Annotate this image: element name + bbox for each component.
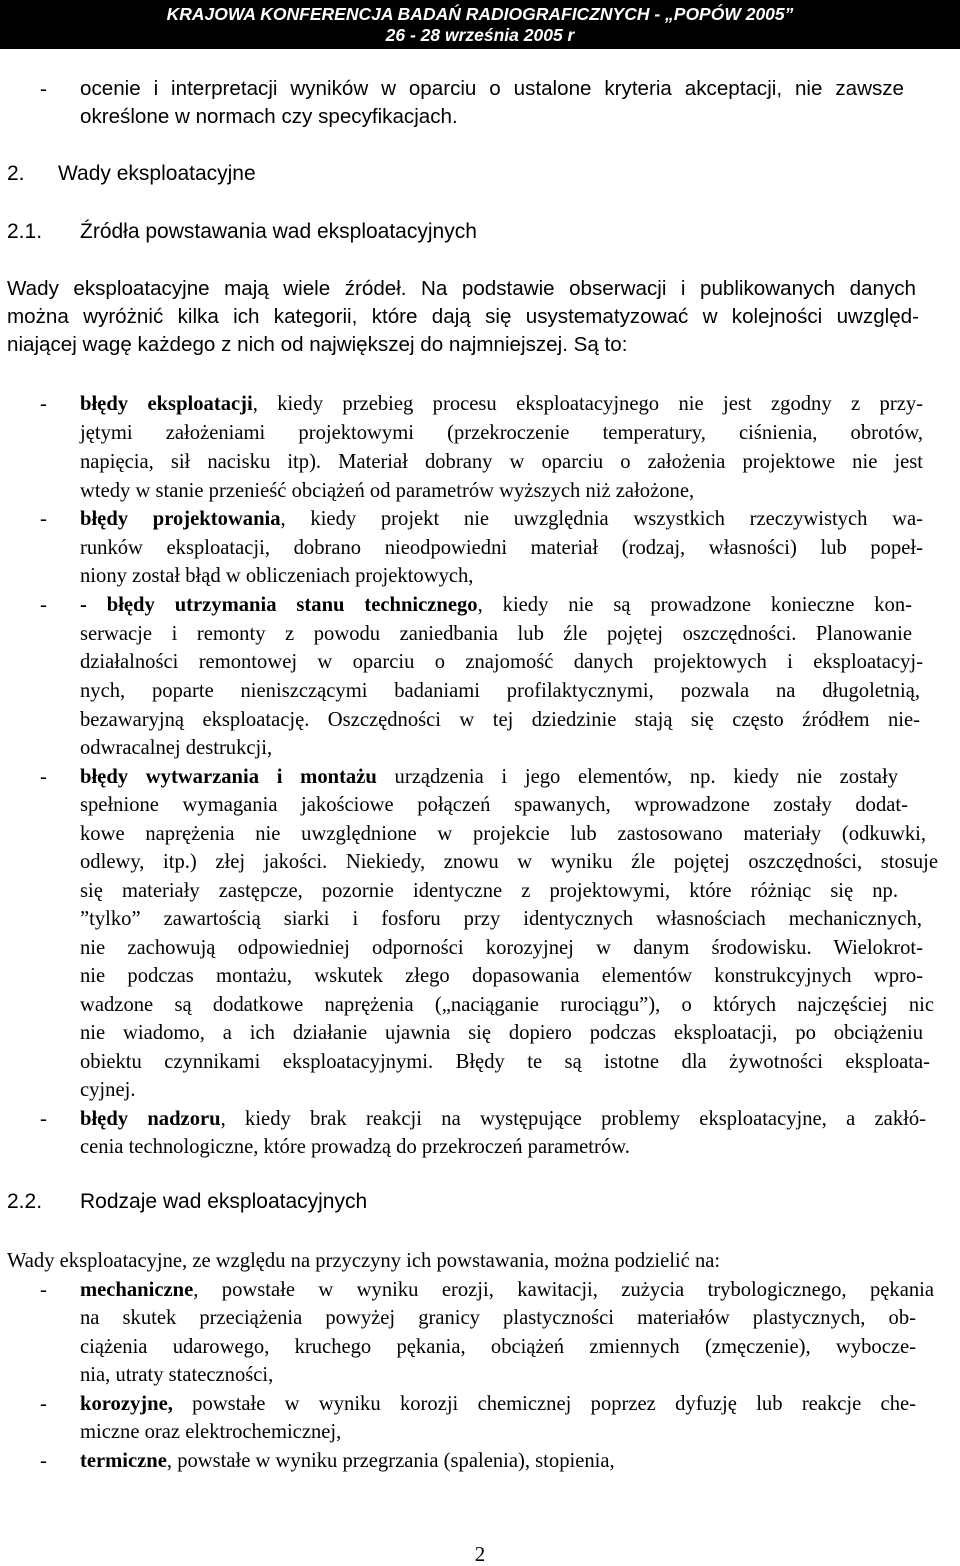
paragraph-line: niającej wagę każdego z nich od największej do najmniejszej. Są to: — [7, 333, 628, 356]
list-item-line: ciążenia udarowego, kruchego pękania, obciążeń zmiennych (zmęczenie), wybocze- — [80, 1336, 916, 1358]
page-number: 2 — [474, 1542, 486, 1566]
list-item-line: odlewy, itp.) złej jakości. Niekiedy, znowu w wyniku źle pojętej oszczędności, stosuje — [80, 851, 938, 873]
list-item-line: kowe naprężenia nie uwzględnione w projekcie lub zastosowano materiały (odkuwki, — [80, 823, 926, 845]
list-item-line: niony został błąd w obliczeniach projektowych, — [80, 565, 474, 587]
list-item-line: mechaniczne, powstałe w wyniku erozji, kawitacji, zużycia trybologicznego, pękania — [80, 1279, 934, 1301]
list-item-line: termiczne, powstałe w wyniku przegrzania (spalenia), stopienia, — [80, 1450, 615, 1472]
list-item-line: odwracalnej destrukcji, — [80, 737, 273, 759]
list-item-line: nie podczas montażu, wskutek złego dopasowania elementów konstrukcyjnych wpro- — [80, 965, 923, 987]
list-dash: - — [40, 1450, 47, 1472]
list-item-line: błędy eksploatacji, kiedy przebieg procesu eksploatacyjnego nie jest zgodny z przy- — [80, 393, 924, 415]
list-dash: - — [40, 594, 47, 616]
list-item-line: cenia technologiczne, które prowadzą do przekroczeń parametrów. — [80, 1136, 630, 1158]
list-item-line: napięcia, sił nacisku itp). Materiał dobrany w oparciu o założenia projektowe nie jest — [80, 451, 923, 473]
paragraph-line: Wady eksploatacyjne, ze względu na przyczyny ich powstawania, można podzielić na: — [7, 1250, 721, 1272]
list-item-line: runków eksploatacji, dobrano nieodpowiedni materiał (rodzaj, własności) lub popeł- — [80, 537, 923, 559]
conference-header — [0, 0, 960, 49]
section-number: 2. — [7, 162, 25, 185]
list-dash: - — [40, 1279, 47, 1301]
list-dash: - — [40, 78, 47, 100]
list-item-term: błędy nadzoru — [80, 1108, 221, 1130]
list-item-line: nie zachowują odpowiedniej odporności korozyjnej w danym środowisku. Wielokrot- — [80, 937, 923, 959]
list-item-line: nia, utraty stateczności, — [80, 1364, 274, 1386]
list-item-term: - błędy utrzymania stanu technicznego — [80, 594, 478, 616]
list-dash: - — [40, 766, 47, 788]
list-dash: - — [40, 508, 47, 530]
list-item-line: nie wiadomo, a ich działanie ujawnia się dopiero podczas eksploatacji, po obciążeniu — [80, 1022, 923, 1044]
list-item-line: się materiały zastępcze, pozornie identyczne z projektowymi, które różniąc się np. — [80, 880, 898, 902]
list-item-line: na skutek przeciążenia powyżej granicy plastyczności materiałów plastycznych, ob- — [80, 1307, 916, 1329]
list-item-line: działalności remontowej w oparciu o znajomość danych projektowych i eksploatacyj- — [80, 651, 923, 673]
list-item-line: - błędy utrzymania stanu technicznego, kiedy nie są prowadzone konieczne kon- — [80, 594, 913, 616]
conference-title: KRAJOWA KONFERENCJA BADAŃ RADIOGRAFICZNYCH - „POPÓW 2005” — [166, 4, 794, 24]
list-item-line: nych, poparte nieniszczącymi badaniami profilaktycznymi, pozwala na długoletnią, — [80, 680, 920, 702]
section-title: Źródła powstawania wad eksploatacyjnych — [80, 220, 477, 243]
list-item-line: cyjnej. — [80, 1079, 136, 1101]
list-item-term: błędy projektowania — [80, 508, 281, 530]
list-item-term: błędy eksploatacji — [80, 393, 253, 415]
intro-line: ocenie i interpretacji wyników w oparciu o ustalone kryteria akceptacji, nie zawsze — [80, 77, 904, 100]
list-dash: - — [40, 1108, 47, 1130]
list-item-line: korozyjne, powstałe w wyniku korozji chemicznej poprzez dyfuzję lub reakcje che- — [80, 1393, 916, 1415]
list-item-term: błędy wytwarzania i montażu — [80, 766, 377, 788]
list-item-line: błędy wytwarzania i montażu urządzenia i jego elementów, np. kiedy nie zostały — [80, 766, 899, 788]
list-item-line: obiektu czynnikami eksploatacyjnymi. Błędy te są istotne dla żywotności eksploata- — [80, 1051, 930, 1073]
list-dash: - — [40, 393, 47, 415]
paragraph-line: Wady eksploatacyjne mają wiele źródeł. Na podstawie obserwacji i publikowanych danych — [7, 277, 916, 300]
list-item-line: błędy projektowania, kiedy projekt nie uwzględnia wszystkich rzeczywistych wa- — [80, 508, 923, 530]
list-item-line: serwacje i remonty z powodu zaniedbania lub źle pojętej oszczędności. Planowanie — [80, 623, 912, 645]
section-number: 2.1. — [7, 220, 43, 243]
list-item-line: jętymi założeniami projektowymi (przekroczenie temperatury, ciśnienia, obrotów, — [80, 422, 923, 444]
section-title: Wady eksploatacyjne — [58, 162, 256, 185]
list-dash: - — [40, 1393, 47, 1415]
list-item-term: korozyjne, — [80, 1393, 173, 1415]
intro-line: określone w normach czy specyfikacjach. — [80, 105, 458, 128]
section-number: 2.2. — [7, 1190, 43, 1213]
list-item-line: ”tylko” zawartością siarki i fosforu przy identycznych własnościach mechanicznych, — [80, 908, 922, 930]
paragraph-line: można wyróżnić kilka ich kategorii, które dają się usystematyzować w kolejności uwzględ- — [7, 305, 919, 328]
list-item-line: miczne oraz elektrochemicznej, — [80, 1421, 342, 1443]
conference-dates: 26 - 28 września 2005 r — [385, 25, 575, 45]
list-item-term: mechaniczne — [80, 1279, 194, 1301]
list-item-line: spełnione wymagania jakościowe połączeń spawanych, wprowadzone zostały dodat- — [80, 794, 908, 816]
list-item-line: wadzone są dodatkowe naprężenia („naciąganie rurociągu”), o których najczęściej nic — [80, 994, 934, 1016]
section-title: Rodzaje wad eksploatacyjnych — [80, 1190, 368, 1213]
list-item-term: termiczne — [80, 1450, 167, 1472]
list-item-line: bezawaryjną eksploatację. Oszczędności w tej dziedzinie stają się często źródłem nie- — [80, 709, 920, 731]
list-item-line: błędy nadzoru, kiedy brak reakcji na występujące problemy eksploatacyjne, a zakłó- — [80, 1108, 926, 1130]
list-item-line: wtedy w stanie przenieść obciążeń od parametrów wyższych niż założone, — [80, 480, 695, 502]
